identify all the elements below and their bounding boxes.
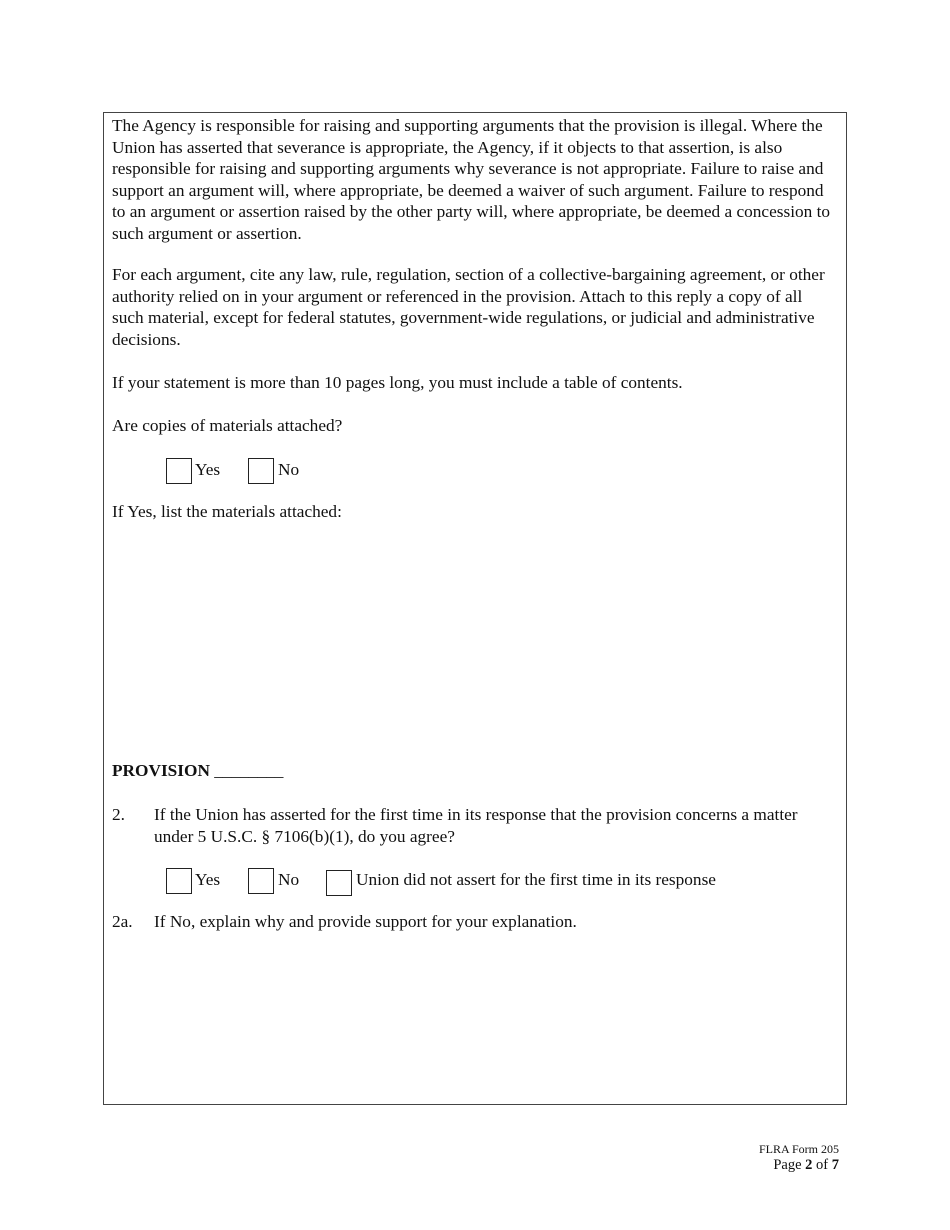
page-total: 7 bbox=[831, 1157, 839, 1173]
question-2-text: If the Union has asserted for the first time in its response that the provision concerns a matter under 5 U.S.C. § 7106(b)(1), do you agree? bbox=[154, 805, 798, 846]
materials-attached-options bbox=[104, 458, 404, 486]
provision-heading-label: PROVISION bbox=[112, 761, 210, 780]
page-current: 2 bbox=[805, 1157, 813, 1173]
provision-heading bbox=[112, 761, 283, 781]
agency-responsibility-paragraph: The Agency is responsible for raising and supporting arguments that the provision is illegal. Where the Union has asserted that severance is appropriate, the Agency, if it objects to that assertion, is also responsible for raising and supporting arguments why severance is not appropriate. Failure to raise and support an argument will, where appropriate, be deemed a waiver of such argument. Failure to respond to an argument or assertion raised by the other party will, where appropriate, be deemed a concession to such argument or assertion. bbox=[112, 116, 831, 243]
question-2a-answer-area[interactable] bbox=[112, 937, 836, 1097]
page-separator: of bbox=[812, 1157, 832, 1173]
question-2-yes-label: Yes bbox=[195, 870, 221, 889]
materials-no-checkbox[interactable] bbox=[248, 458, 274, 484]
question-2-number: 2. bbox=[112, 805, 125, 824]
question-2a-number: 2a. bbox=[112, 912, 133, 931]
page-number bbox=[759, 1156, 839, 1174]
form-box bbox=[103, 112, 847, 1105]
provision-number-blank[interactable]: ________ bbox=[214, 761, 284, 780]
question-2-no-checkbox[interactable] bbox=[248, 868, 274, 894]
question-2a-text: If No, explain why and provide support for your explanation. bbox=[154, 912, 577, 931]
page-footer bbox=[759, 1142, 839, 1174]
materials-no-label: No bbox=[278, 460, 300, 479]
question-2-not-asserted-label: Union did not assert for the first time in its response bbox=[356, 870, 716, 889]
question-2-options bbox=[104, 868, 804, 896]
materials-yes-label: Yes bbox=[195, 460, 221, 479]
cite-authority-paragraph: For each argument, cite any law, rule, regulation, section of a collective-bargaining agreement, or other authority relied on in your argument or referenced in the provision. Attach to this reply a copy of all such material, except for federal statutes, government-wide regulations, or judicial and administrative decisions. bbox=[112, 265, 825, 349]
table-of-contents-paragraph: If your statement is more than 10 pages long, you must include a table of contents. bbox=[112, 373, 683, 392]
page-prefix: Page bbox=[773, 1157, 806, 1173]
question-2-not-asserted-checkbox[interactable] bbox=[326, 870, 352, 896]
form-identifier: FLRA Form 205 bbox=[758, 1142, 839, 1156]
question-2-yes-checkbox[interactable] bbox=[166, 868, 192, 894]
materials-yes-checkbox[interactable] bbox=[166, 458, 192, 484]
materials-attached-question: Are copies of materials attached? bbox=[112, 416, 343, 435]
materials-list-area[interactable] bbox=[112, 525, 836, 755]
question-2-no-label: No bbox=[278, 870, 300, 889]
materials-list-prompt: If Yes, list the materials attached: bbox=[112, 502, 342, 521]
